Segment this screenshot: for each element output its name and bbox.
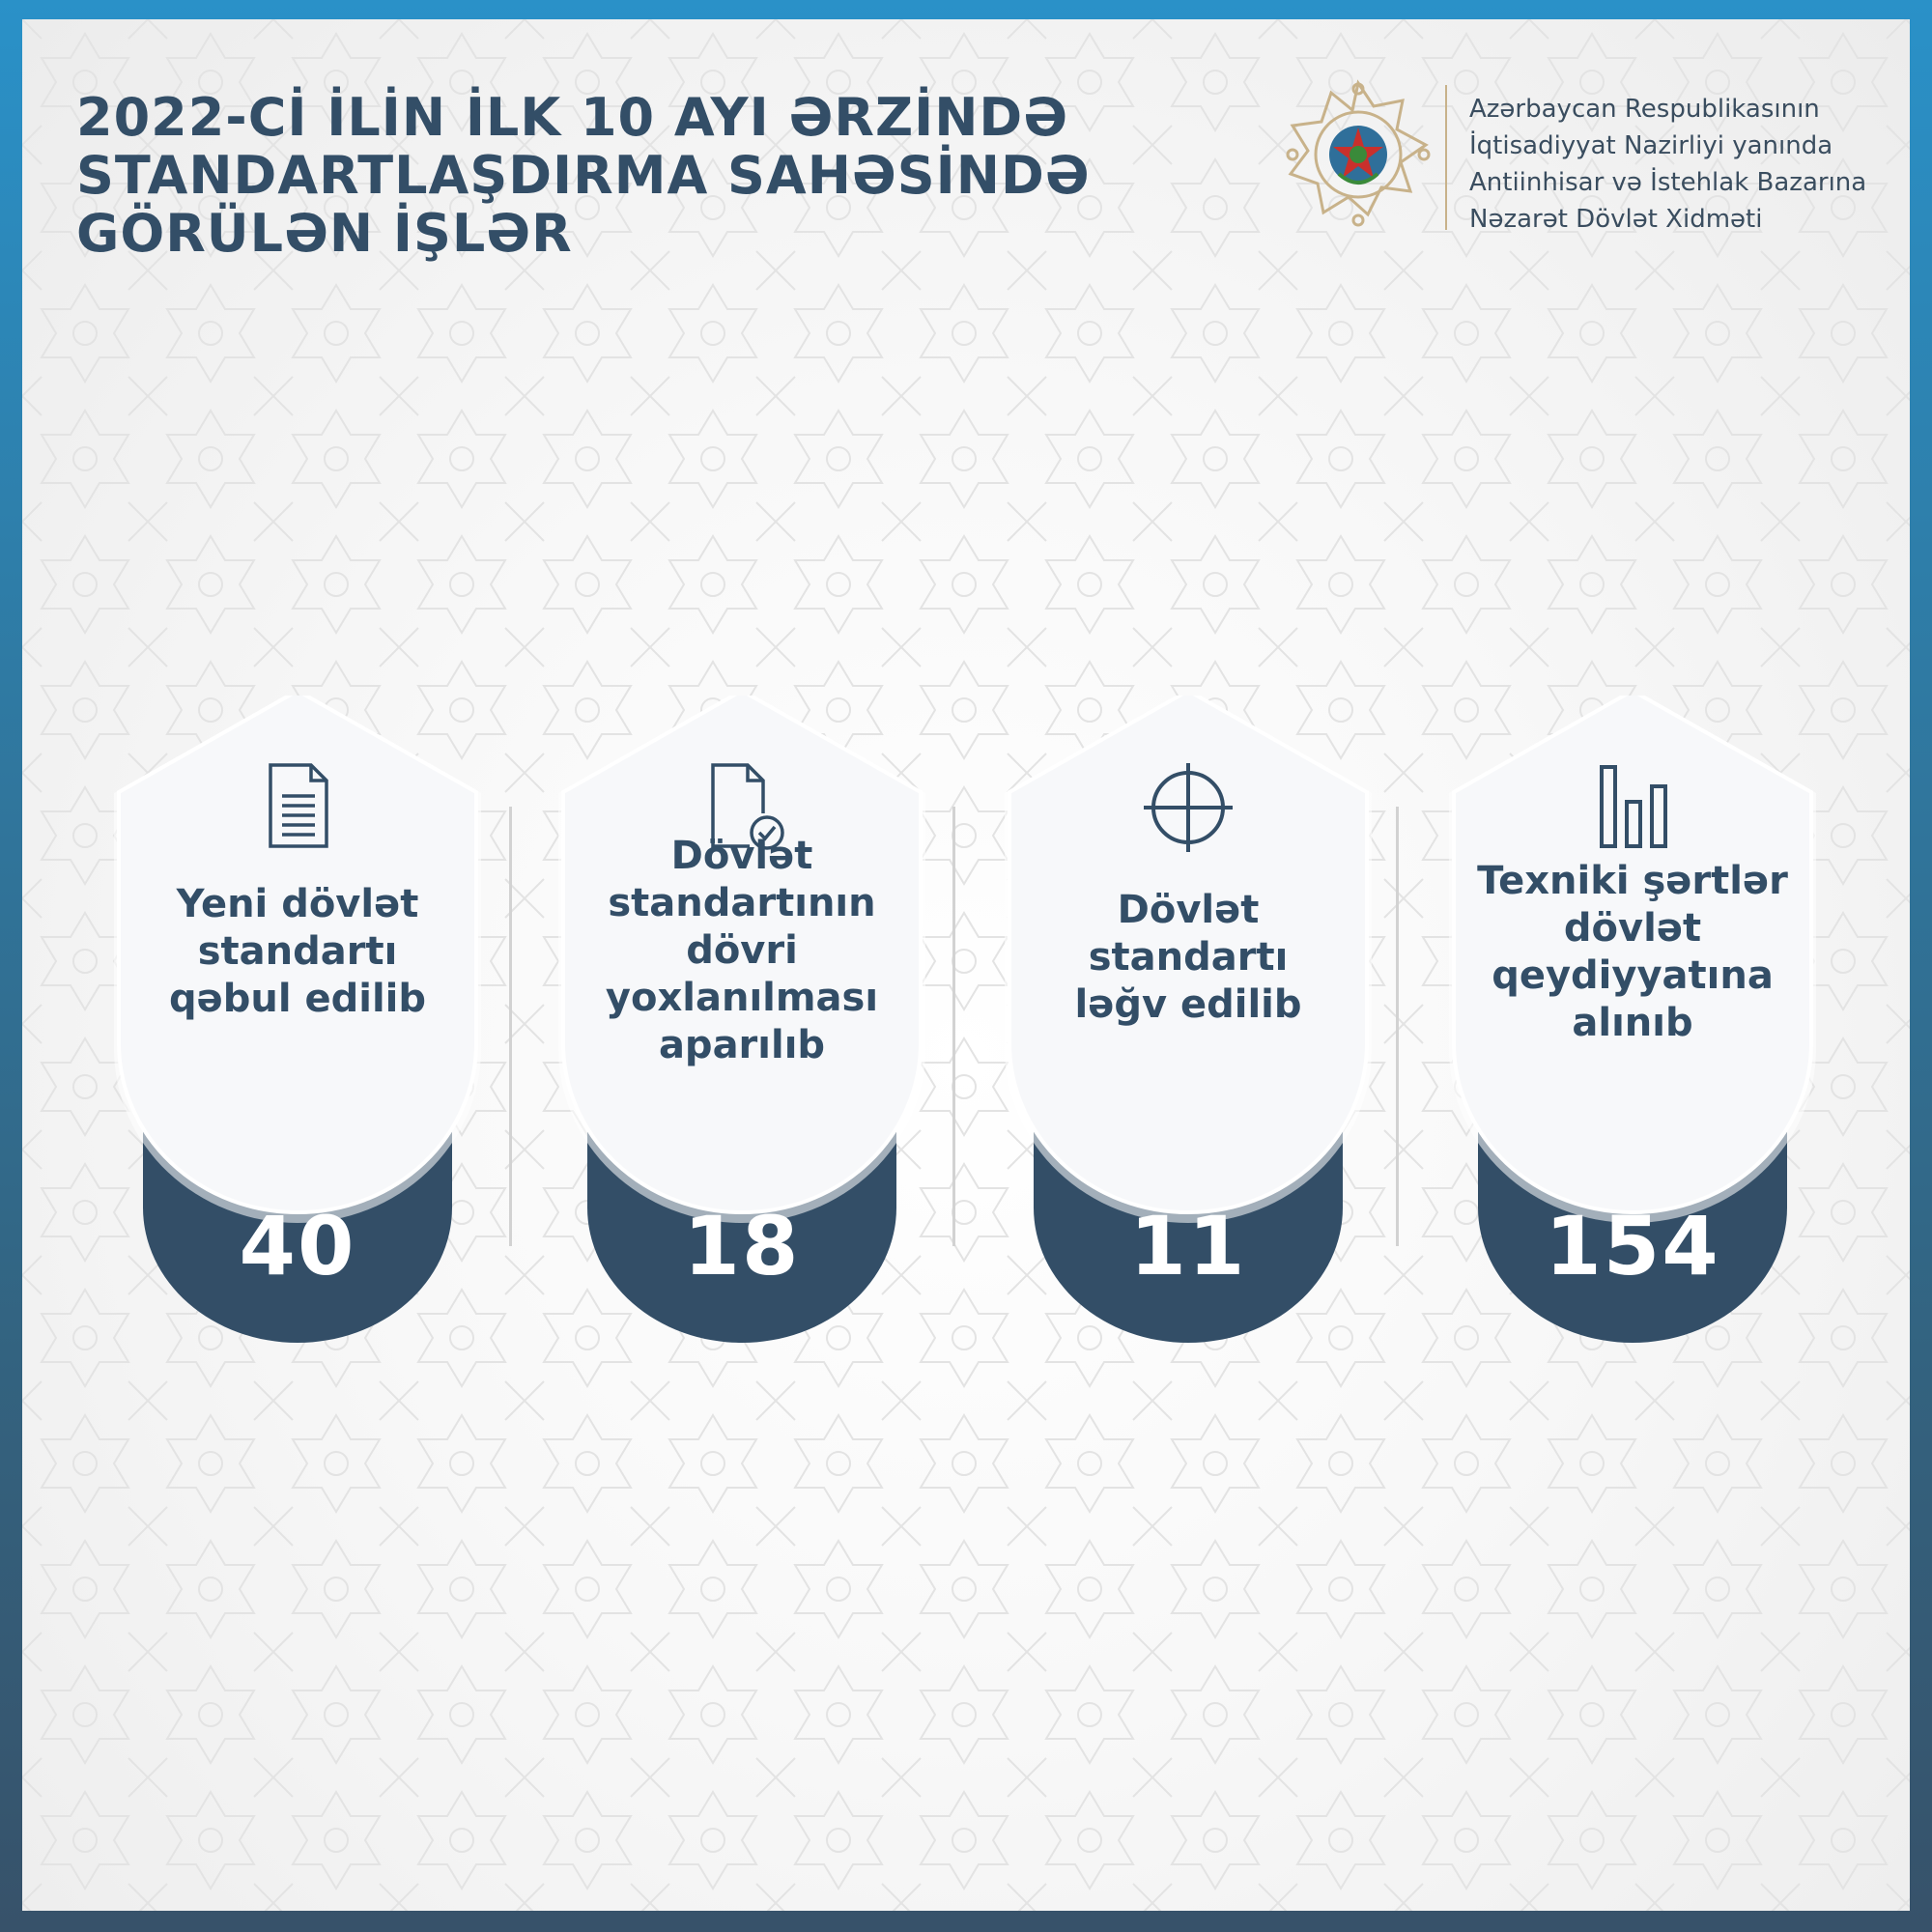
- stat-label: Texniki şərtlər dövlət qeydiyyatına alınıb: [1477, 859, 1788, 1045]
- stat-card-cancelled-standards: [995, 696, 1381, 1352]
- stat-value: 40: [239, 1199, 356, 1293]
- org-line: Nəzarət Dövlət Xidməti: [1469, 205, 1763, 234]
- stat-label: Yeni dövlət standartı qəbul edilib: [168, 882, 427, 1021]
- org-line: Antiinhisar və İstehlak Bazarına: [1469, 168, 1867, 197]
- title-line: STANDARTLAŞDIRMA SAHƏSİNDƏ: [76, 145, 1091, 206]
- stat-label: Dövlət standartı ləğv edilib: [1074, 888, 1302, 1027]
- crosshair-icon: [1140, 757, 1236, 854]
- org-line: İqtisadiyyat Nazirliyi yanında: [1469, 131, 1833, 160]
- card-separator: [1396, 807, 1399, 1246]
- organization-name: [1469, 91, 1894, 238]
- stat-label: Dövlət standartının dövri yoxlanılması aparılıb: [605, 834, 879, 1067]
- state-emblem-ornament-icon: [1281, 77, 1435, 232]
- stat-card-periodic-review: [549, 696, 935, 1352]
- card-separator: [509, 807, 512, 1246]
- stat-card-new-standards: [104, 696, 491, 1352]
- card-separator: [952, 807, 955, 1246]
- org-line: Azərbaycan Respublikasının: [1469, 95, 1820, 124]
- document-icon: [249, 757, 346, 854]
- title-line: GÖRÜLƏN İŞLƏR: [76, 203, 573, 264]
- stat-value: 18: [683, 1199, 801, 1293]
- infographic-canvas: [22, 19, 1910, 1911]
- logo-divider: [1445, 85, 1447, 230]
- bar-chart-icon: [1584, 757, 1681, 854]
- stat-value: 11: [1129, 1199, 1247, 1293]
- page-title: [76, 89, 1236, 263]
- stat-card-technical-conditions: [1439, 696, 1826, 1352]
- stat-value: 154: [1545, 1199, 1720, 1293]
- title-line: 2022-Cİ İLİN İLK 10 AYI ƏRZİNDƏ: [76, 87, 1069, 148]
